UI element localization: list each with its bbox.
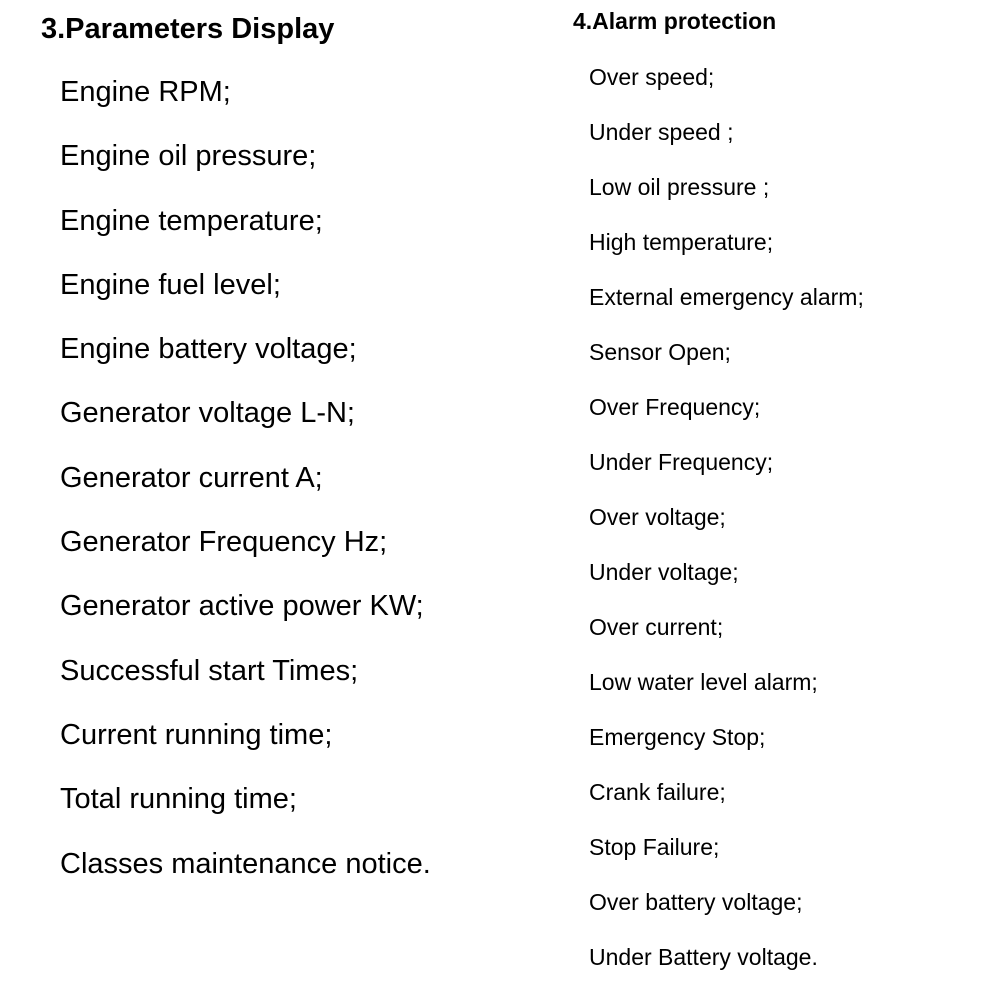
parameter-item: Generator Frequency Hz; bbox=[60, 526, 388, 559]
alarm-list bbox=[589, 63, 864, 998]
alarm-item: Under speed ; bbox=[589, 119, 734, 145]
parameter-item: Classes maintenance notice. bbox=[60, 847, 431, 880]
alarm-item: Over voltage; bbox=[589, 504, 726, 530]
alarm-item: Emergency Stop; bbox=[589, 724, 766, 750]
parameter-item: Total running time; bbox=[60, 783, 297, 816]
parameter-item: Engine temperature; bbox=[60, 204, 323, 237]
alarm-item: Under voltage; bbox=[589, 559, 739, 585]
parameter-item: Successful start Times; bbox=[60, 654, 359, 687]
alarm-item: Low water level alarm; bbox=[589, 669, 818, 695]
alarm-item: High temperature; bbox=[589, 229, 774, 255]
parameter-item: Engine battery voltage; bbox=[60, 333, 357, 366]
alarm-item: Over speed; bbox=[589, 64, 715, 90]
alarm-item: Over Frequency; bbox=[589, 394, 761, 420]
alarm-protection-heading: 4.Alarm protection bbox=[573, 8, 777, 34]
parameter-item: Generator active power KW; bbox=[60, 590, 424, 623]
alarm-item: Over battery voltage; bbox=[589, 889, 803, 915]
parameter-item: Current running time; bbox=[60, 718, 333, 751]
alarm-item: Crank failure; bbox=[589, 779, 726, 805]
alarm-item: Over current; bbox=[589, 614, 724, 640]
parameter-item: Engine oil pressure; bbox=[60, 140, 317, 173]
parameter-item: Generator voltage L-N; bbox=[60, 397, 355, 430]
alarm-item: Sensor Open; bbox=[589, 339, 731, 365]
parameters-list bbox=[60, 75, 431, 911]
parameters-display-heading: 3.Parameters Display bbox=[41, 13, 335, 45]
parameter-item: Generator current A; bbox=[60, 461, 323, 494]
alarm-item: External emergency alarm; bbox=[589, 284, 864, 310]
alarm-item: Stop Failure; bbox=[589, 834, 720, 860]
alarm-item: Under Battery voltage. bbox=[589, 944, 818, 970]
parameter-item: Engine RPM; bbox=[60, 76, 231, 108]
alarm-item: Low oil pressure ; bbox=[589, 174, 770, 200]
alarm-item: Under Frequency; bbox=[589, 449, 774, 475]
parameter-item: Engine fuel level; bbox=[60, 268, 281, 301]
